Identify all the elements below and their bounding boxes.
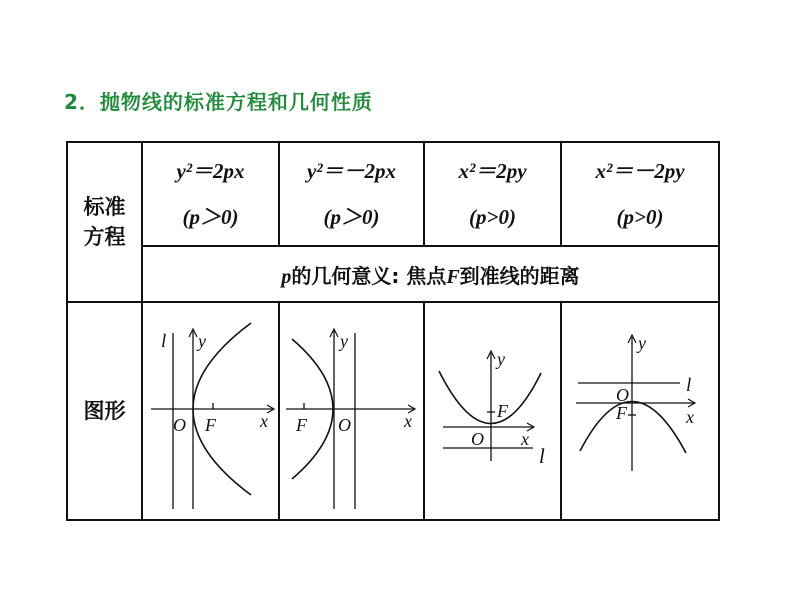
condition-3: (p>0): [469, 205, 516, 229]
focus-label: F: [205, 415, 216, 435]
parabola-graph-left: [280, 303, 425, 519]
x-axis-label: x: [521, 429, 529, 449]
graph-cell-1: [142, 302, 279, 520]
graph-cell-2: [279, 302, 424, 520]
x-axis-label: x: [260, 411, 268, 431]
y-axis-label: y: [340, 331, 348, 351]
equation-cell-3: [424, 142, 561, 246]
parabola-graph-right: [143, 303, 280, 519]
origin-label: O: [173, 415, 186, 435]
condition-1: (p＞0): [182, 205, 239, 229]
p-meaning-row: [142, 246, 719, 302]
focus-label: F: [296, 415, 307, 435]
equation-3: x²＝2py: [458, 159, 527, 183]
condition-2: (p＞0): [323, 205, 380, 229]
focus-label: F: [616, 403, 627, 423]
directrix-label: l: [161, 331, 167, 352]
parabola-curve: [580, 401, 686, 453]
equation-4: x²＝－2py: [595, 159, 685, 183]
p-symbol: p: [281, 265, 292, 288]
parabola-curve: [439, 371, 541, 424]
origin-label: O: [338, 415, 351, 435]
focus-label: F: [497, 401, 508, 421]
origin-label: O: [471, 429, 484, 449]
meaning-text-2: 到准线的距离: [459, 263, 580, 288]
origin-label: O: [616, 385, 629, 405]
graph-cell-3: [424, 302, 561, 520]
meaning-text-1: 的几何意义: 焦点: [291, 263, 447, 288]
row-label-standard-equation: [67, 142, 142, 302]
equation-2: y²＝－2px: [306, 159, 397, 183]
equation-1: y²＝2px: [176, 159, 245, 183]
parabola-graph-down: [562, 303, 720, 519]
row-label-line2: 方程: [83, 225, 126, 249]
x-axis-label: x: [404, 411, 412, 431]
graph-cell-4: [561, 302, 719, 520]
parabola-properties-table: [66, 141, 720, 521]
condition-4: (p>0): [616, 205, 664, 229]
section-heading: 2．抛物线的标准方程和几何性质: [64, 90, 373, 114]
y-axis-label: y: [638, 333, 646, 353]
equation-cell-1: [142, 142, 279, 246]
row-label-graph: 图形: [67, 302, 142, 520]
directrix-label: l: [539, 444, 545, 468]
focus-symbol: F: [446, 265, 460, 288]
row-label-line1: 标准: [83, 195, 126, 219]
equation-cell-2: [279, 142, 424, 246]
parabola-graph-up: [425, 303, 562, 519]
x-axis-label: x: [686, 407, 694, 427]
y-axis-label: y: [497, 349, 505, 369]
directrix-label: l: [686, 375, 692, 396]
y-axis-label: y: [198, 331, 206, 351]
equation-cell-4: [561, 142, 719, 246]
